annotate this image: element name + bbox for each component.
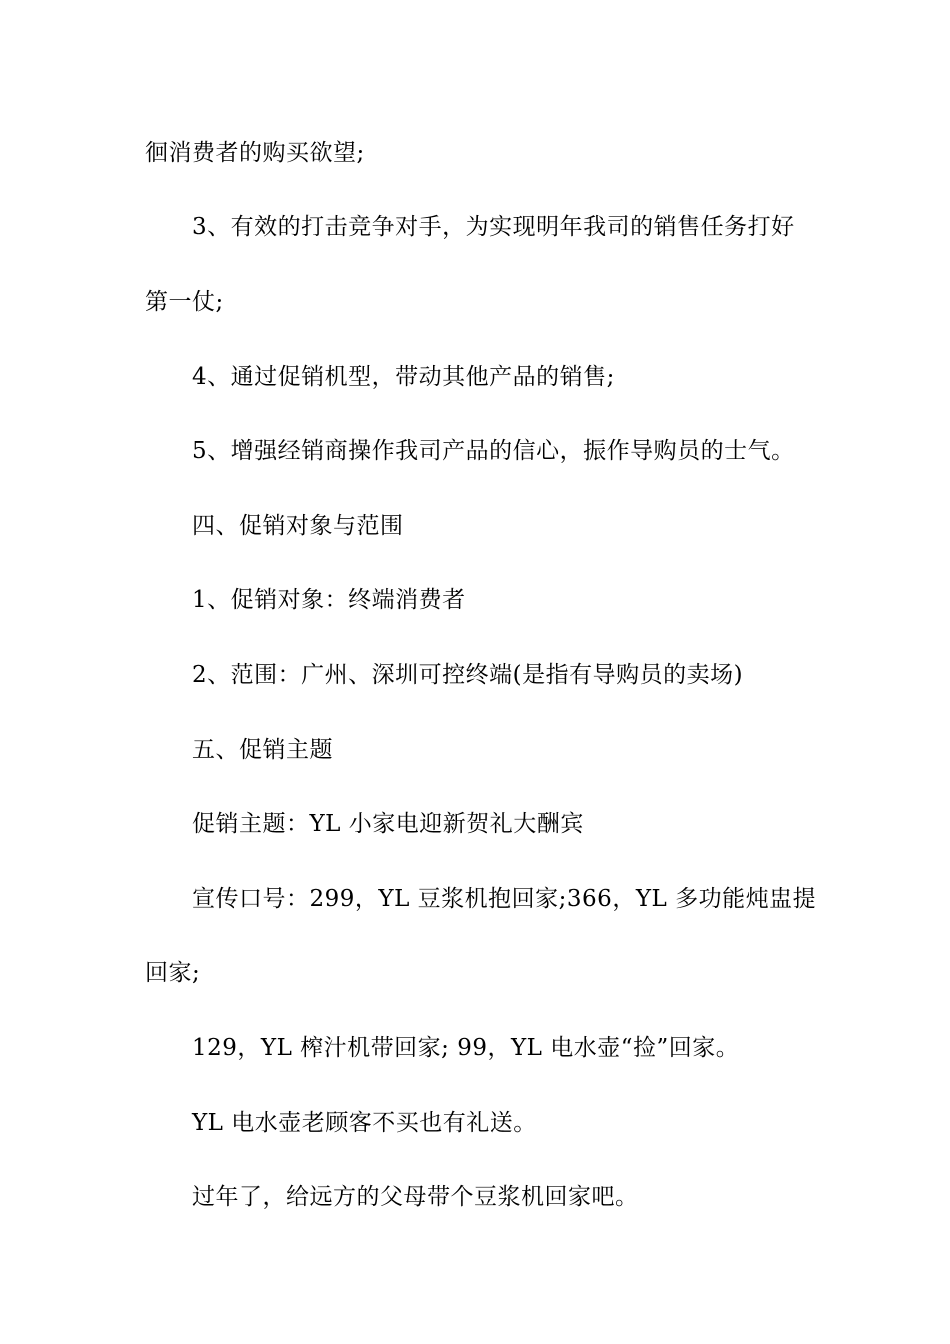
paragraph-slogan: 宣传口号：299，YL 豆浆机抱回家;366，YL 多功能炖盅提 — [192, 886, 817, 912]
paragraph-continuation: 徊消费者的购买欲望; — [145, 140, 365, 166]
paragraph-item-4: 4、通过促销机型，带动其他产品的销售; — [192, 364, 615, 390]
paragraph-slogan-cont: 回家; — [145, 960, 201, 986]
paragraph-slogan-4: 过年了，给远方的父母带个豆浆机回家吧。 — [192, 1184, 639, 1210]
section-heading-4: 四、促销对象与范围 — [192, 513, 404, 539]
paragraph-slogan-3: YL 电水壶老顾客不买也有礼送。 — [192, 1110, 537, 1136]
paragraph-theme: 促销主题：YL 小家电迎新贺礼大酬宾 — [192, 811, 584, 837]
paragraph-slogan-2: 129，YL 榨汁机带回家; 99，YL 电水壶“捡”回家。 — [192, 1035, 740, 1061]
paragraph-target: 1、促销对象：终端消费者 — [192, 587, 466, 613]
paragraph-item-5: 5、增强经销商操作我司产品的信心，振作导购员的士气。 — [192, 438, 795, 464]
paragraph-item-3-cont: 第一仗; — [145, 289, 224, 315]
paragraph-scope: 2、范围：广州、深圳可控终端(是指有导购员的卖场) — [192, 662, 744, 688]
section-heading-5: 五、促销主题 — [192, 737, 333, 763]
paragraph-item-3: 3、有效的打击竞争对手，为实现明年我司的销售任务打好 — [192, 214, 795, 240]
